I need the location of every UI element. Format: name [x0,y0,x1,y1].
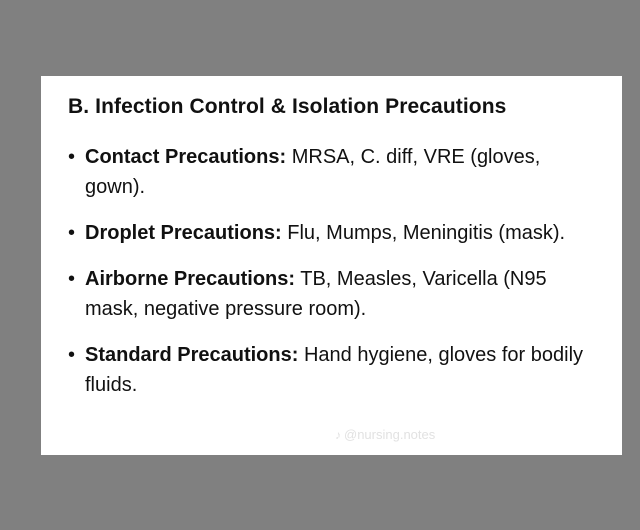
bullet-icon: • [68,344,76,366]
section-title: B. Infection Control & Isolation Precautions [68,95,507,118]
watermark-text: @nursing.notes [344,427,436,442]
list-item-droplet [68,218,588,248]
list-item-contact [68,142,588,202]
bullet-icon: • [68,222,76,244]
watermark [335,427,435,442]
item-label: Standard Precautions: [85,344,299,366]
tiktok-icon: ♪ [335,428,341,442]
document-card [41,76,622,455]
item-text: MRSA, C. diff, VRE (gloves, gown). [85,146,541,198]
item-text: Hand hygiene, gloves for bodily fluids. [85,344,584,396]
list-item-airborne [68,264,588,324]
precautions-list [68,142,588,416]
bullet-icon: • [68,146,76,168]
item-label: Airborne Precautions: [85,268,296,290]
item-label: Droplet Precautions: [85,222,282,244]
item-text: TB, Measles, Varicella (N95 mask, negative pressure room). [85,268,547,320]
bullet-icon: • [68,268,76,290]
item-label: Contact Precautions: [85,146,287,168]
list-item-standard [68,340,588,400]
item-text: Flu, Mumps, Meningitis (mask). [281,222,566,244]
